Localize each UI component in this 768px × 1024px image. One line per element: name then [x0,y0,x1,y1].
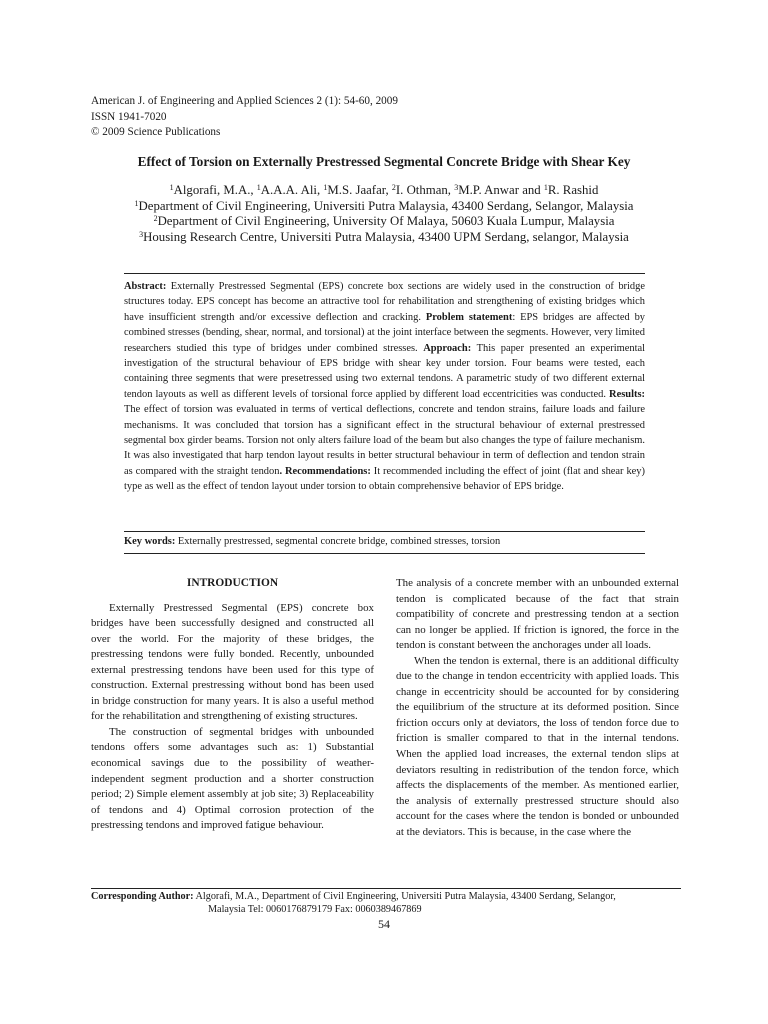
affiliation-sup: 3 [139,229,144,239]
author-sup: 1 [543,183,548,192]
paragraph: The analysis of a concrete member with an unbounded external tendon is complicated because of the fact that strain compatibility of concrete and prestressing tendon at a section can no longer be applied. If friction is ignored, the force in the tendon is constant between the anchorages under all loads. [396,577,679,652]
paragraph: Externally Prestressed Segmental (EPS) concrete box bridges have been successfully designed and constructed all over the world. For the majority of these bridges, the prestressing tendons were fully bonded. Recently, unbounded external prestressing tendons have been used for this type of construction. External prestressing without bond has been used in bridge construction for many years. It is also a useful method for the rehabilitation and strengthening of existing structures. [91,601,374,723]
affiliation [0,199,768,215]
abstract-text: : EPS bridges are affected by combined stresses (bending, shear, normal, and torsional) at the joint interface between the segments. However, very limited researchers studied this type of bridges under combined stresses. [124,311,646,354]
footnote-text: Algorafi, M.A., Department of Civil Engineering, Universiti Putra Malaysia, 43400 Serdang, Selangor, [193,891,616,902]
affiliation [0,214,768,230]
abstract-text: Externally Prestressed Segmental (EPS) concrete box sections are widely used in the construction of bridge structures today. EPS concept has become an attractive tool for rehabilitation and strengthening of existing bridges which have insufficient strength and/or excessive deflection and cracking. [124,281,645,323]
journal-issn: ISSN 1941-7020 [91,110,167,123]
affiliation-text: Department of Civil Engineering, Universiti Putra Malaysia, 43400 Serdang, Selangor, Malaysia [138,198,634,213]
author-name: R. Rashid [547,183,599,197]
author-block [0,183,768,245]
abstract-bottom-rule [124,553,645,554]
affiliation-sup: 1 [134,198,139,208]
affiliation [0,230,768,246]
abstract-period: . [279,465,283,477]
journal-citation: American J. of Engineering and Applied Sciences 2 (1): 54-60, 2009 [91,95,398,107]
affiliation-sup: 2 [153,214,158,224]
right-column [396,576,679,840]
abstract [124,279,645,495]
footnote-line [91,890,681,903]
results-label: Results: [609,388,645,400]
paper-title: Effect of Torsion on Externally Prestressed Segmental Concrete Bridge with Shear Key [137,154,631,169]
journal-copyright: © 2009 Science Publications [91,126,221,138]
problem-statement-label: Problem statement [425,311,513,323]
recommendations-label: Recommendations: [285,465,371,477]
author-sup: 2 [391,183,396,192]
author-name: M.P. Anwar and [458,183,544,197]
keywords [124,536,645,547]
author-name: M.S. Jaafar, [327,183,392,197]
section-heading: INTRODUCTION [186,577,279,589]
author-list [0,183,768,199]
author-name: Algorafi, M.A., [173,183,257,197]
page-number: 54 [378,917,390,931]
footnote-rule [91,888,681,889]
abstract-text: The effect of torsion was evaluated in terms of vertical deflections, concrete and tendon strains, failure loads and failure mechanisms. It was concluded that torsion has a significant effect in the structural behaviour of external prestressed segmental box girder beams. Torsion not only alters failure load of the beam but also changes the type of failure mechanism. It was also investigated that harp tendon layout results in better structural behaviour in term of deflection and tendon strain as compared with the straight tendon [124,404,645,477]
footnote-label: Corresponding Author: [91,891,194,902]
author-name: A.A.A. Ali, [260,183,324,197]
journal-header [91,94,398,141]
author-name: I. Othman, [395,183,455,197]
approach-label: Approach: [423,342,472,354]
footnote [91,890,681,916]
abstract-label: Abstract: [124,281,167,292]
footnote-contact: Malaysia Tel: 0060176879179 Fax: 0060389467869 [208,904,422,915]
abstract-text: It recommended including the effect of joint (flat and shear key) type as well as the effect of tendon layout under torsion to obtain comprehensive behavior of EPS bridge. [124,465,645,493]
paragraph: The construction of segmental bridges with unbounded tendons offers some advantages such as: 1) Substantial economical savings due to the possibility of weather-independent segment production and a shorter construction period; 2) Simple element assembly at job site; 3) Replaceability of tendons and 4) Optimal corrosion protection of the prestressing tendons and improved fatigue behaviour. [91,725,374,832]
keywords-text: Externally prestressed, segmental concrete bridge, combined stresses, torsion [175,536,501,547]
author-sup: 1 [323,183,328,192]
left-column [91,576,374,834]
abstract-text: This paper presented an experimental investigation of the structural behaviour of EPS bridge with shear key under torsion. Four beams were tested, each containing three segments that were presetressed using two external tendons. A parametric study of two different external tendon layouts as well as different levels of torsional force applied by different load eccentricities was conducted. [124,342,645,400]
affiliation-text: Department of Civil Engineering, University Of Malaya, 50603 Kuala Lumpur, Malaysia [157,214,615,229]
affiliation-text: Housing Research Centre, Universiti Putra Malaysia, 43400 UPM Serdang, selangor, Malaysia [143,229,629,244]
author-sup: 1 [256,183,261,192]
author-sup: 3 [454,183,459,192]
abstract-top-rule [124,273,645,274]
paragraph: When the tendon is external, there is an additional difficulty due to the change in tendon eccentricity with applied loads. This change in eccentricity should be accounted for by considering the equilibrium of the structure at its deformed position. Since friction occurs only at deviators, the loss of tendon force due to friction is smaller compared to that in the internal tendons. When the applied load increases, the external tendon slips at deviators resulting in redistribution of the tendon force, which affects the displacements of the member. As mentioned earlier, the analysis of externally prestressed structure should also account for the cases where the tendon is bonded or unbounded at the deviators. This is because, in the case where the [396,654,679,838]
keywords-label: Key words: [124,536,176,547]
abstract-mid-rule [124,531,645,532]
author-sup: 1 [169,183,174,192]
